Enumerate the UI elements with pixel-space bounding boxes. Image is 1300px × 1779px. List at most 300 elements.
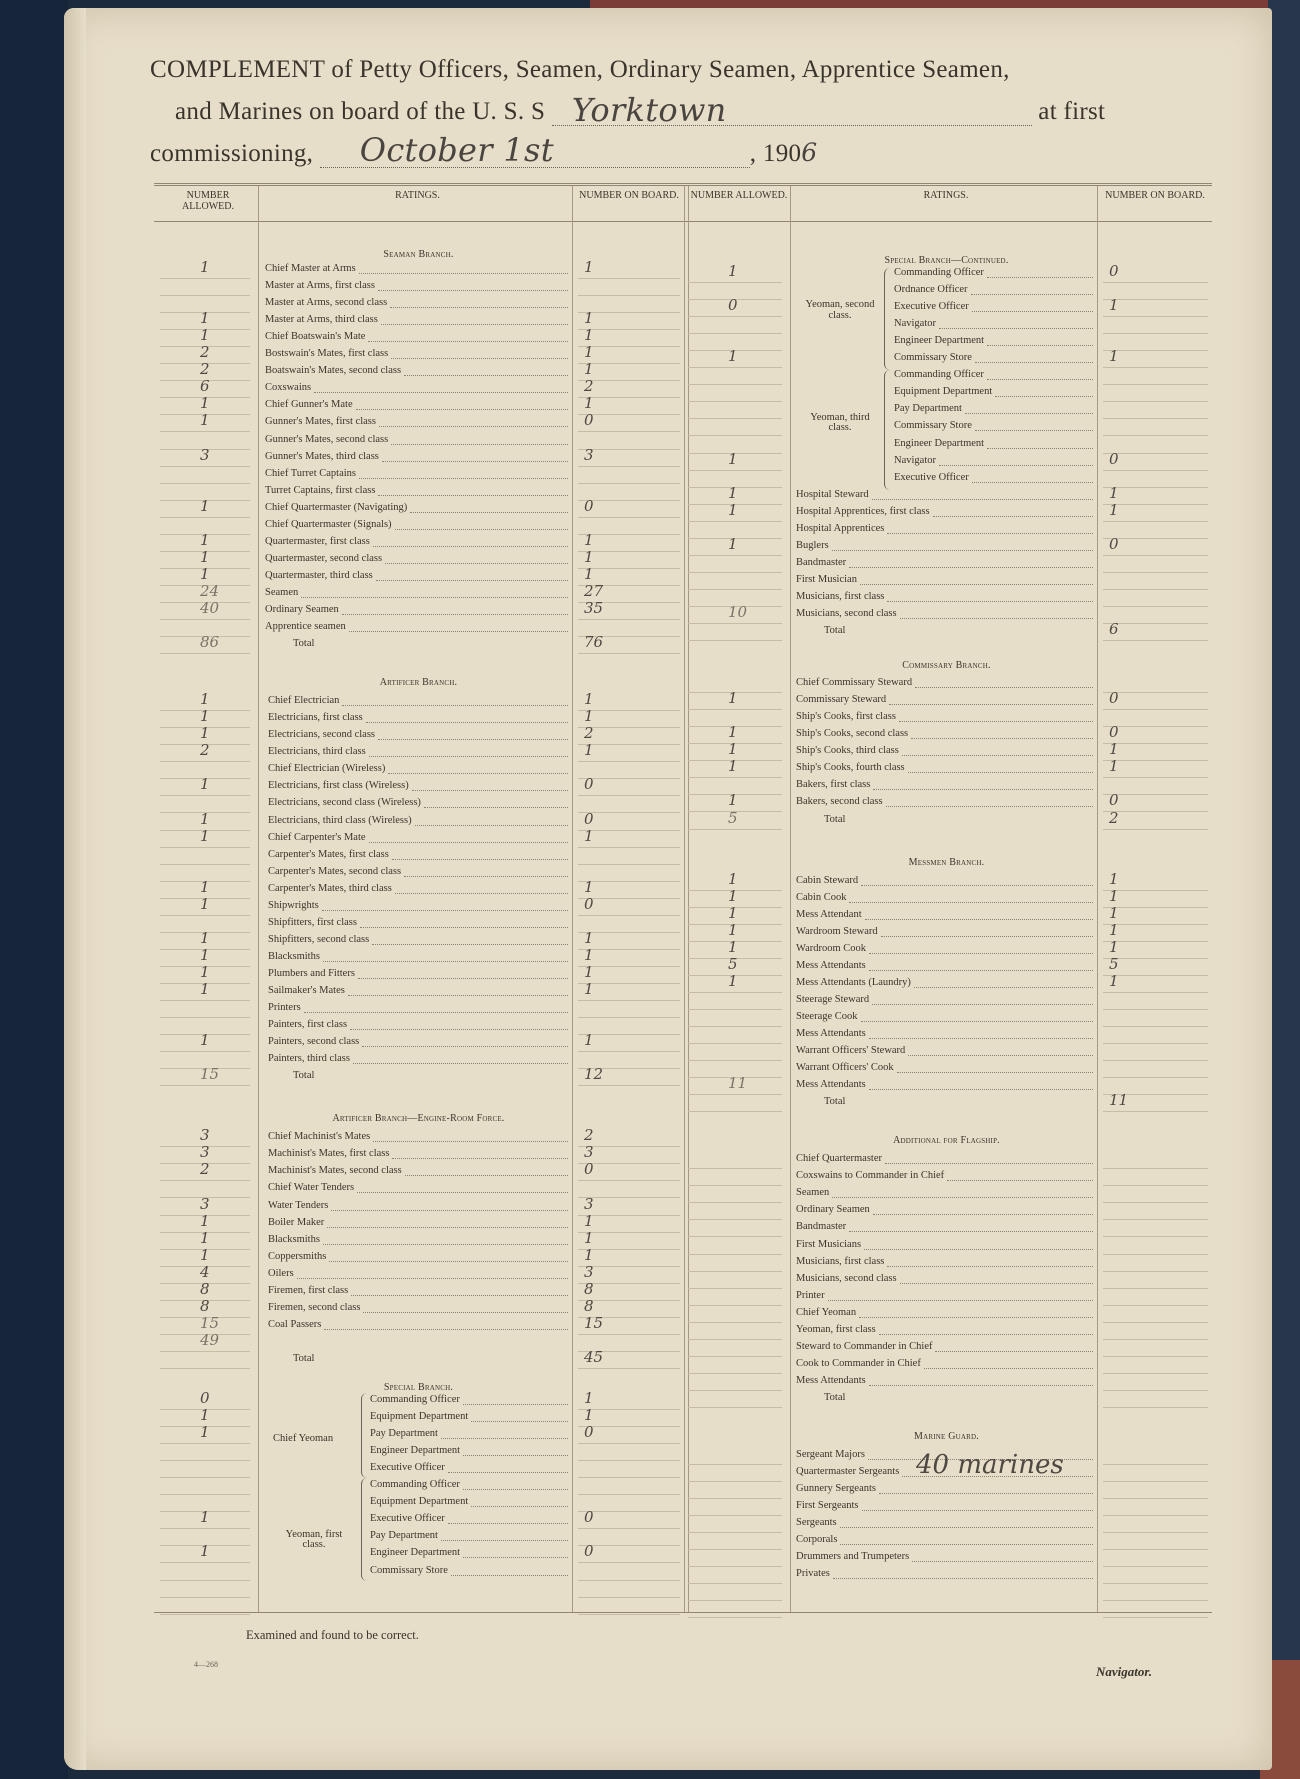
- leader-dots: [859, 1317, 1093, 1318]
- row-rule: [1103, 1288, 1208, 1289]
- on-board-value: 1: [584, 980, 594, 998]
- on-board-value: 0: [584, 809, 594, 828]
- rating-label: Machinist's Mates, second class: [268, 1165, 402, 1177]
- rating-label: Machinist's Mates, first class: [268, 1148, 390, 1160]
- date-handwritten: October 1st: [359, 131, 554, 169]
- row-rule: [688, 829, 782, 830]
- leader-dots: [410, 512, 568, 513]
- row-rule: [1103, 743, 1208, 744]
- marines-handwritten-note: 40 marines: [916, 1450, 1064, 1480]
- on-board-value: 0: [1109, 723, 1119, 742]
- allowed-value: 1: [200, 1211, 210, 1230]
- allowed-value: 1: [200, 894, 210, 913]
- on-board-value: 1: [584, 707, 594, 726]
- row-rule: [578, 653, 680, 654]
- row-rule: [578, 619, 680, 620]
- rating-label: Total: [293, 638, 315, 650]
- on-board-value: 1: [1109, 347, 1119, 366]
- on-board-value: 1: [584, 877, 594, 896]
- leader-dots: [348, 995, 568, 996]
- row-rule: [578, 295, 680, 296]
- row-rule: [160, 295, 250, 296]
- leader-dots: [304, 1012, 568, 1013]
- row-rule: [160, 1597, 250, 1598]
- row-rule: [688, 572, 782, 573]
- rating-label: Carpenter's Mates, second class: [268, 865, 402, 877]
- leader-dots: [924, 1368, 1093, 1369]
- row-rule: [578, 1614, 680, 1615]
- year-prefix: , 190: [749, 140, 802, 167]
- on-board-value: 1: [1109, 296, 1119, 315]
- leader-dots: [887, 601, 1093, 602]
- commissary-branch-title: Commissary Branch.: [902, 660, 991, 672]
- rating-label: Mess Attendants: [796, 959, 866, 971]
- rating-label: Equipment Department: [370, 1411, 469, 1423]
- on-board-value: 0: [1109, 449, 1119, 468]
- row-rule: [1103, 1600, 1208, 1601]
- leader-dots: [323, 1244, 568, 1245]
- rating-label: Steerage Steward: [796, 993, 870, 1005]
- rating-label: Bakers, second class: [796, 796, 883, 808]
- allowed-value: 3: [200, 1143, 210, 1162]
- row-rule: [1103, 1498, 1208, 1499]
- rating-label: Electricians, third class (Wireless): [268, 814, 412, 826]
- row-rule: [1103, 470, 1208, 471]
- leader-dots: [832, 1197, 1093, 1198]
- row-rule: [688, 1583, 782, 1584]
- row-rule: [160, 1580, 250, 1581]
- row-rule: [1103, 777, 1208, 778]
- rating-label: Executive Officer: [894, 301, 969, 313]
- leader-dots: [972, 482, 1093, 483]
- on-board-value: 2: [1109, 808, 1119, 827]
- ship-name: Yorktown: [571, 91, 727, 129]
- rating-label: Electricians, third class: [268, 746, 366, 758]
- title-text: COMPLEMENT of Petty Officers, Seamen, Ordinary Seamen, Apprentice Seamen,: [150, 56, 1010, 83]
- row-rule: [1103, 1356, 1208, 1357]
- row-rule: [1103, 521, 1208, 522]
- row-rule: [578, 483, 680, 484]
- rating-label: Commanding Officer: [894, 369, 984, 381]
- allowed-value: 40: [200, 599, 220, 617]
- flagship-title: Additional for Flagship.: [893, 1135, 1000, 1147]
- leader-dots: [860, 584, 1093, 585]
- row-rule: [160, 1614, 250, 1615]
- leader-dots: [911, 738, 1093, 739]
- on-board-value: 1: [1109, 483, 1119, 502]
- rating-label: Ordnance Officer: [894, 284, 968, 296]
- row-rule: [688, 1305, 782, 1306]
- allowed-value: 3: [200, 445, 210, 464]
- on-board-value: 5: [1109, 954, 1119, 973]
- rating-label: Chief Quartermaster: [796, 1153, 883, 1165]
- leader-dots: [415, 825, 568, 826]
- leader-dots: [356, 409, 568, 410]
- row-rule: [1103, 435, 1208, 436]
- leader-dots: [388, 773, 568, 774]
- on-board-value: 0: [584, 1508, 594, 1527]
- row-rule: [160, 1180, 250, 1181]
- rating-label: Master at Arms, first class: [265, 280, 375, 292]
- leader-dots: [353, 1063, 568, 1064]
- row-rule: [578, 431, 680, 432]
- row-rule: [160, 847, 250, 848]
- leader-dots: [372, 944, 568, 945]
- rating-label: Chief Water Tenders: [268, 1182, 355, 1194]
- row-rule: [1103, 384, 1208, 385]
- rating-label: Gunner's Mates, second class: [265, 433, 389, 445]
- rating-label: Quartermaster, third class: [265, 569, 373, 581]
- on-board-value: 1: [584, 1211, 594, 1230]
- row-rule: [160, 1000, 250, 1001]
- row-rule: [160, 1443, 250, 1444]
- row-rule: [1103, 1322, 1208, 1323]
- row-rule: [688, 435, 782, 436]
- on-board-value: 11: [1109, 1091, 1129, 1110]
- on-board-value: 0: [584, 496, 594, 515]
- leader-dots: [908, 772, 1093, 773]
- chief-yeoman-brace: [361, 1393, 368, 1478]
- allowed-value: 11: [728, 1074, 748, 1093]
- allowed-value: 1: [200, 326, 210, 345]
- on-board-value: 3: [584, 445, 594, 464]
- leader-dots: [987, 448, 1093, 449]
- row-rule: [688, 521, 782, 522]
- rating-label: Gunner's Mates, third class: [265, 450, 379, 462]
- row-rule: [1103, 760, 1208, 761]
- special-branch-title: Special Branch.: [383, 1382, 454, 1393]
- row-rule: [688, 1111, 782, 1112]
- row-rule: [688, 1322, 782, 1323]
- form-number: 4—268: [194, 1660, 218, 1669]
- rating-label: Painters, first class: [268, 1019, 348, 1031]
- row-rule: [688, 992, 782, 993]
- on-board-value: 1: [1109, 937, 1119, 956]
- rating-label: Wardroom Steward: [796, 925, 878, 937]
- rating-label: Electricians, first class: [268, 712, 363, 724]
- column-divider: [1097, 186, 1098, 1612]
- allowed-value: 1: [728, 449, 738, 468]
- row-rule: [160, 1368, 250, 1369]
- row-rule: [160, 915, 250, 916]
- leader-dots: [865, 919, 1093, 920]
- allowed-value: 1: [200, 564, 210, 583]
- row-rule: [1103, 709, 1208, 710]
- leader-dots: [987, 345, 1093, 346]
- leader-dots: [849, 1231, 1093, 1232]
- rating-label: Commissary Store: [894, 420, 972, 432]
- row-rule: [1103, 299, 1208, 300]
- rating-label: Blacksmiths: [268, 1233, 320, 1245]
- title-line-1: [150, 56, 1010, 84]
- column-divider: [258, 186, 259, 1612]
- row-rule: [1103, 1464, 1208, 1465]
- row-rule: [578, 1562, 680, 1563]
- leader-dots: [323, 961, 568, 962]
- title-line-3: [150, 131, 818, 169]
- rating-label: Chief Turret Captains: [265, 467, 356, 479]
- rating-label: Mess Attendants: [796, 1028, 866, 1039]
- leader-dots: [395, 529, 568, 530]
- on-board-value: 76: [584, 633, 604, 652]
- row-rule: [688, 418, 782, 419]
- leader-dots: [360, 927, 568, 928]
- leader-dots: [404, 876, 568, 877]
- rating-label: Commissary Store: [370, 1564, 448, 1576]
- on-board-value: 1: [1109, 920, 1119, 939]
- leader-dots: [832, 550, 1093, 551]
- leader-dots: [914, 987, 1093, 988]
- table-top-rule: [154, 183, 1212, 186]
- leader-dots: [441, 1540, 568, 1541]
- leader-dots: [886, 806, 1093, 807]
- row-rule: [160, 653, 250, 654]
- column-divider: [572, 186, 573, 1612]
- rating-label: Gunnery Sergeants: [796, 1483, 876, 1495]
- leader-dots: [887, 1266, 1093, 1267]
- on-board-value: 1: [584, 1406, 594, 1425]
- leader-dots: [908, 1055, 1093, 1056]
- rating-label: First Musician: [796, 573, 857, 585]
- rating-label: Hospital Apprentices: [796, 522, 885, 534]
- allowed-value: 1: [200, 775, 210, 794]
- on-board-value: 1: [584, 1245, 594, 1264]
- rating-label: Privates: [796, 1568, 830, 1580]
- on-board-value: 1: [1109, 740, 1119, 759]
- row-rule: [578, 795, 680, 796]
- year-digit: 6: [801, 138, 818, 167]
- row-rule: [160, 1351, 250, 1352]
- row-rule: [1103, 1339, 1208, 1340]
- allowed-value: 2: [200, 1160, 210, 1179]
- row-rule: [160, 1085, 250, 1086]
- rating-label: Engineer Department: [894, 437, 985, 449]
- on-board-value: 1: [584, 826, 594, 845]
- row-rule: [1103, 1407, 1208, 1408]
- page-fold-shadow: [64, 8, 86, 1770]
- allowed-value: 1: [200, 707, 210, 726]
- row-rule: [688, 1271, 782, 1272]
- title-ship-suffix: at first: [1038, 98, 1106, 125]
- yeoman-second-label: Yeoman, second class.: [805, 299, 875, 321]
- on-board-value: 0: [1109, 791, 1119, 810]
- allowed-value: 4: [200, 1262, 210, 1281]
- on-board-value: 1: [1109, 903, 1119, 922]
- row-rule: [688, 1481, 782, 1482]
- rating-label: Electricians, second class (Wireless): [268, 797, 421, 809]
- rating-label: Quartermaster, second class: [265, 552, 383, 564]
- row-rule: [1103, 1617, 1208, 1618]
- allowed-value: 86: [200, 633, 220, 652]
- rating-label: Ship's Cooks, fourth class: [796, 762, 905, 774]
- row-rule: [688, 555, 782, 556]
- leader-dots: [357, 1192, 568, 1193]
- row-rule: [578, 466, 680, 467]
- leader-dots: [463, 1404, 568, 1405]
- header-ratings: RATINGS.: [923, 190, 969, 201]
- rating-label: Bandmaster: [796, 556, 847, 568]
- rating-label: Sailmaker's Mates: [268, 985, 345, 996]
- leader-dots: [987, 277, 1093, 278]
- title-line-2: [175, 91, 1106, 129]
- row-rule: [578, 864, 680, 865]
- row-rule: [1103, 1566, 1208, 1567]
- rating-label: Engineer Department: [894, 335, 985, 347]
- rating-label: Yeoman, first class: [796, 1323, 876, 1335]
- rating-label: Engineer Department: [370, 1547, 461, 1559]
- rating-label: Navigator: [894, 318, 936, 330]
- allowed-value: 1: [728, 920, 738, 939]
- allowed-value: 1: [728, 740, 738, 759]
- rating-label: Seamen: [796, 1187, 830, 1199]
- rating-label: Total: [824, 1096, 846, 1108]
- rating-label: Quartermaster Sergeants: [796, 1466, 900, 1478]
- book-edge-right: [1268, 0, 1300, 1779]
- rating-label: Chief Boatswain's Mate: [265, 331, 366, 343]
- rating-label: Painters, third class: [268, 1053, 350, 1065]
- allowed-value: 1: [200, 1228, 210, 1247]
- row-rule: [578, 1085, 680, 1086]
- allowed-value: 1: [200, 1542, 210, 1561]
- leader-dots: [879, 1493, 1093, 1494]
- special-continued-title: Special Branch—Continued.: [884, 255, 1009, 266]
- leader-dots: [381, 324, 568, 325]
- leader-dots: [331, 1210, 568, 1211]
- leader-dots: [939, 465, 1093, 466]
- leader-dots: [392, 1158, 568, 1159]
- rating-label: Hospital Apprentices, first class: [796, 505, 930, 517]
- rating-label: Musicians, second class: [796, 608, 897, 619]
- row-rule: [578, 1460, 680, 1461]
- row-rule: [578, 1051, 680, 1052]
- rating-label: Total: [824, 1391, 846, 1403]
- header-number-allowed: NUMBER ALLOWED.: [182, 190, 234, 212]
- on-board-value: 3: [584, 1194, 594, 1213]
- rating-label: Sergeant Majors: [796, 1449, 865, 1460]
- row-rule: [160, 761, 250, 762]
- leader-dots: [391, 444, 568, 445]
- rating-label: Total: [293, 1070, 315, 1082]
- rating-label: Coal Passers: [268, 1318, 322, 1330]
- rating-label: Equipment Department: [370, 1496, 469, 1508]
- allowed-value: 1: [728, 723, 738, 742]
- on-board-value: 0: [1109, 689, 1119, 708]
- on-board-value: 12: [584, 1065, 604, 1084]
- row-rule: [688, 316, 782, 317]
- row-rule: [688, 1566, 782, 1567]
- on-board-value: 2: [584, 1126, 594, 1145]
- allowed-value: 1: [728, 791, 738, 810]
- on-board-value: 1: [1109, 500, 1119, 519]
- allowed-value: 1: [200, 258, 210, 276]
- allowed-value: 0: [728, 296, 738, 315]
- allowed-value: 1: [200, 309, 210, 328]
- yeoman-second-brace: [884, 268, 891, 370]
- row-rule: [160, 466, 250, 467]
- allowed-value: 1: [728, 886, 738, 905]
- row-rule: [578, 1528, 680, 1529]
- rating-label: First Sergeants: [796, 1500, 859, 1512]
- row-rule: [688, 709, 782, 710]
- rating-label: Total: [293, 1352, 315, 1364]
- leader-dots: [359, 478, 568, 479]
- row-rule: [1103, 1254, 1208, 1255]
- rating-label: Shipfitters, first class: [268, 916, 357, 928]
- row-rule: [1103, 333, 1208, 334]
- row-rule: [578, 847, 680, 848]
- allowed-value: 1: [200, 1245, 210, 1264]
- rating-label: Warrant Officers' Cook: [796, 1062, 894, 1074]
- examined-note: Examined and found to be correct.: [246, 1628, 419, 1642]
- table-bottom-rule: [154, 1612, 1212, 1613]
- leader-dots: [373, 546, 568, 547]
- rating-label: Musicians, first class: [796, 1255, 885, 1267]
- rating-label: Chief Gunner's Mate: [265, 399, 353, 411]
- commissioning-label: commissioning,: [150, 140, 314, 167]
- allowed-value: 1: [728, 483, 738, 502]
- leader-dots: [358, 978, 568, 979]
- on-board-value: 8: [584, 1279, 594, 1298]
- allowed-value: 1: [200, 962, 210, 981]
- row-rule: [1103, 504, 1208, 505]
- yeoman-first-label: Yeoman, first class.: [285, 1528, 343, 1551]
- allowed-value: 1: [200, 809, 210, 828]
- rating-label: Chief Yeoman: [796, 1306, 857, 1318]
- leader-dots: [869, 970, 1093, 971]
- rating-label: Chief Commissary Steward: [796, 677, 913, 689]
- leader-dots: [314, 392, 568, 393]
- rating-label: Chief Machinist's Mates: [268, 1131, 371, 1143]
- leader-dots: [390, 307, 568, 308]
- rating-label: Chief Electrician (Wireless): [268, 763, 386, 775]
- leader-dots: [463, 1455, 568, 1456]
- rating-label: Mess Attendant: [796, 908, 862, 920]
- leader-dots: [448, 1523, 568, 1524]
- rating-label: Buglers: [796, 539, 829, 551]
- leader-dots: [971, 294, 1093, 295]
- row-rule: [688, 1356, 782, 1357]
- on-board-value: 1: [584, 258, 594, 276]
- leader-dots: [885, 1163, 1093, 1164]
- rating-label: Equipment Department: [894, 386, 993, 398]
- row-rule: [1103, 367, 1208, 368]
- row-rule: [1103, 572, 1208, 573]
- row-rule: [1103, 1185, 1208, 1186]
- leader-dots: [840, 1527, 1093, 1528]
- leader-dots: [391, 358, 568, 359]
- row-rule: [1103, 401, 1208, 402]
- rating-label: Total: [824, 813, 846, 825]
- ledger-page: [64, 8, 1272, 1770]
- leader-dots: [915, 687, 1093, 688]
- allowed-value: 10: [728, 603, 748, 621]
- rating-label: Bandmaster: [796, 1221, 847, 1233]
- row-rule: [160, 1528, 250, 1529]
- leader-dots: [378, 290, 568, 291]
- leader-dots: [385, 563, 568, 564]
- rating-label: Total: [824, 625, 846, 637]
- seaman-branch-title: Seaman Branch.: [383, 249, 454, 260]
- row-rule: [578, 1494, 680, 1495]
- row-rule: [688, 1009, 782, 1010]
- row-rule: [688, 1464, 782, 1465]
- row-rule: [688, 1373, 782, 1374]
- row-rule: [160, 864, 250, 865]
- leader-dots: [897, 1072, 1093, 1073]
- on-board-value: 1: [584, 1228, 594, 1247]
- on-board-value: 1: [584, 326, 594, 345]
- rating-label: Seamen: [265, 586, 299, 598]
